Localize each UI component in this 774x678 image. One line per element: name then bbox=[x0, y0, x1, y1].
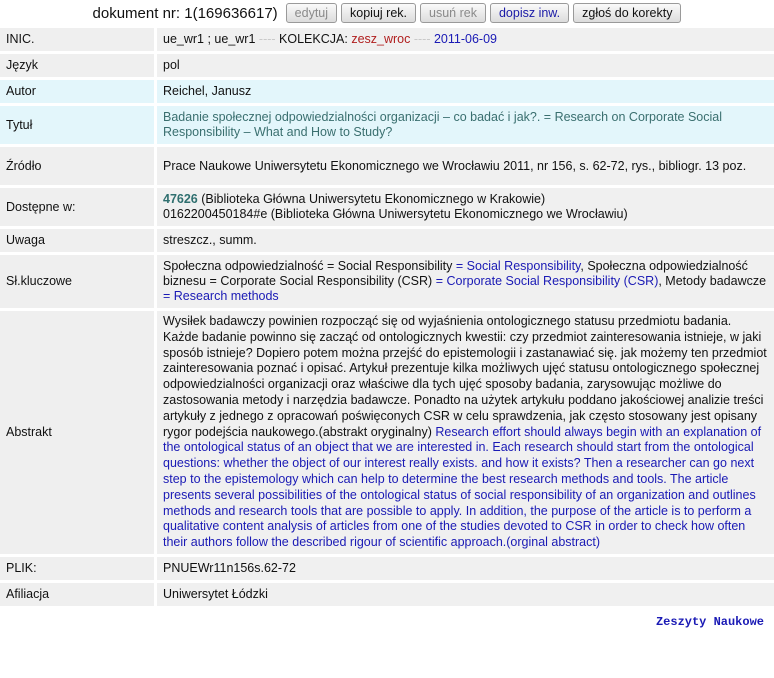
row-value: pol bbox=[157, 54, 774, 77]
row-label: Dostępne w: bbox=[0, 188, 157, 226]
affiliation-value: Uniwersytet Łódzki bbox=[157, 583, 774, 606]
row-label: Uwaga bbox=[0, 229, 157, 252]
row-abstract bbox=[0, 311, 774, 554]
library-location: (Biblioteka Główna Uniwersytetu Ekonomicznego w Krakowie) bbox=[201, 192, 546, 206]
document-number: dokument nr: 1(169636617) bbox=[92, 4, 278, 22]
edit-button[interactable]: edytuj bbox=[286, 3, 337, 23]
report-correction-button[interactable]: zgłoś do korekty bbox=[573, 3, 681, 23]
row-dostepne bbox=[0, 188, 774, 226]
row-label: Sł.kluczowe bbox=[0, 255, 157, 308]
inic-value: ue_wr1 ; ue_wr1 bbox=[163, 32, 256, 46]
row-label: Tytuł bbox=[0, 106, 157, 144]
row-autor bbox=[0, 80, 774, 103]
footer-series-label: Zeszyty Naukowe bbox=[655, 614, 764, 629]
delete-record-button[interactable]: usuń rek bbox=[420, 3, 486, 23]
row-keywords bbox=[0, 255, 774, 308]
row-value bbox=[157, 28, 774, 51]
row-afiliacja bbox=[0, 583, 774, 606]
keyword-text: , Społeczna odpowiedzialność biznesu = Corporate Social Responsibility (CSR) bbox=[163, 259, 748, 288]
keyword-text: , Metody badawcze bbox=[658, 274, 767, 288]
keywords-value bbox=[157, 255, 774, 308]
author-value[interactable]: Reichel, Janusz bbox=[157, 80, 774, 103]
abstract-pl: Wysiłek badawczy powinien rozpocząć się od wyjaśnienia ontologicznego statusu przedmiotu badania. Każde badanie powinno się zacząć od ontologicznych kwestii: czy przedmiot zainteresowania istnieje, w jaki sposób istnieje? Dopiero potem można przejść do epistemologii i zastanawiać się. jak możemy ten przedmiot zainteresowania poznać i opisać. Artykuł prezentuje kilka możliwych ujęć statusu ontologicznego społecznej odpowiedzialności organizacji oraz właściwe dla tych ujęć sposoby badania, zarysowując możliwe do zastosowania metody i narzędzia badawcze. Ponadto na użytek artykułu poddano jakościowej analizie treści artykuły z jednego z opracowań poświęconych CSR w celu sprawdzenia, jak często stosowany jest opisany rygor podejścia naukowego.(abstrakt oryginalny) bbox=[163, 314, 767, 439]
row-inic bbox=[0, 28, 774, 51]
copy-record-button[interactable]: kopiuj rek. bbox=[341, 3, 416, 23]
row-tytul bbox=[0, 106, 774, 144]
row-label: Afiliacja bbox=[0, 583, 157, 606]
add-inventory-button[interactable]: dopisz inw. bbox=[490, 3, 569, 23]
row-label: PLIK: bbox=[0, 557, 157, 580]
row-label: Źródło bbox=[0, 147, 157, 185]
row-label: Autor bbox=[0, 80, 157, 103]
record-table bbox=[0, 25, 774, 609]
row-label: Abstrakt bbox=[0, 311, 157, 554]
row-plik bbox=[0, 557, 774, 580]
kolekcja-value[interactable]: zesz_wroc bbox=[351, 32, 411, 46]
row-label: Język bbox=[0, 54, 157, 77]
file-value[interactable]: PNUEWr11n156s.62-72 bbox=[157, 557, 774, 580]
note-value: streszcz., summ. bbox=[157, 229, 774, 252]
library-location-2: 0162200450184#e (Biblioteka Główna Uniwersytetu Ekonomicznego we Wrocławiu) bbox=[163, 207, 628, 221]
availability-value bbox=[157, 188, 774, 226]
library-id-link[interactable]: 47626 bbox=[163, 192, 198, 206]
kolekcja-label: KOLEKCJA: bbox=[279, 32, 348, 46]
row-zrodlo bbox=[0, 147, 774, 185]
abstract-en: Research effort should always begin with an explanation of the ontological status of an object that we are interested in. Each research should start from the ontological questions: whether the object of our interest really exists. and how it exists? Then a researcher can go next step to the epistemology which can help to determine the best research methods and tools. The article presents several possibilities of the ontological status of social responsibility of an organization and outlines methods and research tools that are possible to apply. In addition, the purpose of the article is to perform a qualitative content analysis of articles from one of the studies devoted to CSR in order to check how often their authors follow the described rigour of scientific approach.(orginal abstract) bbox=[163, 424, 762, 550]
keyword-link[interactable]: = Corporate Social Responsibility (CSR) bbox=[435, 274, 659, 288]
row-uwaga bbox=[0, 229, 774, 252]
title-value[interactable]: Badanie społecznej odpowiedzialności organizacji – co badać i jak?. = Research on Corporate Social Responsibility – What and How to Study? bbox=[157, 106, 774, 144]
keyword-text: Społeczna odpowiedzialność = Social Responsibility bbox=[163, 259, 453, 273]
record-date: 2011-06-09 bbox=[433, 32, 497, 46]
keyword-link[interactable]: = Research methods bbox=[163, 289, 279, 303]
separator: ---- bbox=[258, 32, 276, 46]
separator: ---- bbox=[413, 32, 431, 46]
row-label: INIC. bbox=[0, 28, 157, 51]
keyword-link[interactable]: = Social Responsibility bbox=[455, 259, 581, 273]
abstract-value bbox=[157, 311, 774, 554]
row-jezyk bbox=[0, 54, 774, 77]
source-value: Prace Naukowe Uniwersytetu Ekonomicznego we Wrocławiu 2011, nr 156, s. 62-72, rys., bibliogr. 13 poz. bbox=[157, 147, 774, 185]
toolbar bbox=[0, 0, 774, 25]
